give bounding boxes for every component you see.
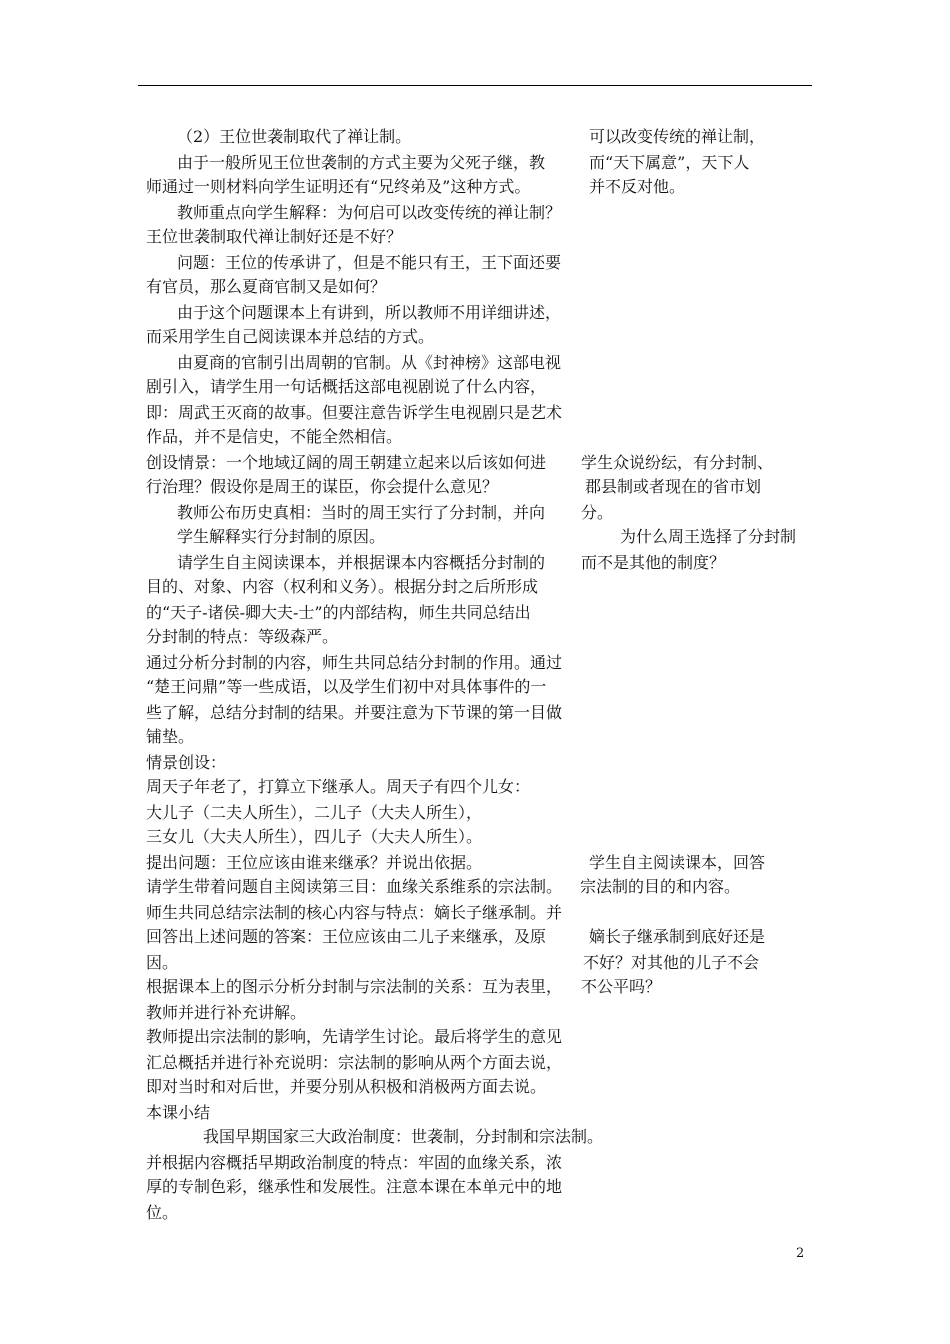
text-line: 由夏商的官制引出周朝的官制。从《封神榜》这部电视	[177, 353, 562, 372]
side-note-line: 宗法制的目的和内容。	[580, 877, 741, 896]
text-line: 行治理？假设你是周王的谋臣，你会提什么意见？	[146, 477, 499, 496]
text-line: 学生解释实行分封制的原因。	[177, 527, 386, 546]
text-line: 创设情景：一个地域辽阔的周王朝建立起来以后该如何进	[146, 453, 547, 472]
side-note-line: 郡县制或者现在的省市划	[585, 477, 762, 496]
side-note-line: 分。	[581, 503, 614, 522]
text-line: 教师重点向学生解释：为何启可以改变传统的禅让制？	[177, 203, 562, 222]
text-line: 并根据内容概括早期政治制度的特点：牢固的血缘关系，浓	[146, 1153, 563, 1172]
side-note-line: 而“天下属意”，天下人	[589, 153, 750, 172]
text-line: 师通过一则材料向学生证明还有“兄终弟及”这种方式。	[146, 177, 531, 196]
text-line: 师生共同总结宗法制的核心内容与特点：嫡长子继承制。并	[146, 903, 563, 922]
text-line: 教师并进行补充讲解。	[146, 1003, 307, 1022]
text-line: 问题：王位的传承讲了，但是不能只有王，王下面还要	[177, 253, 562, 272]
side-note-line: 不公平吗？	[581, 977, 662, 996]
text-line: 请学生自主阅读课本，并根据课本内容概括分封制的	[177, 553, 546, 572]
text-line: 即对当时和对后世，并要分别从积极和消极两方面去说。	[146, 1077, 547, 1096]
side-note-line: 而不是其他的制度？	[581, 553, 726, 572]
text-line: 提出问题：王位应该由谁来继承？并说出依据。	[146, 853, 483, 872]
text-line: 即：周武王灭商的故事。但要注意告诉学生电视剧只是艺术	[146, 403, 563, 422]
text-line: 由于这个问题课本上有讲到，所以教师不用详细讲述，	[177, 303, 562, 322]
text-line: 铺垫。	[146, 727, 195, 746]
side-note-line: 学生众说纷纭，有分封制、	[581, 453, 774, 472]
text-line: 请学生带着问题自主阅读第三目：血缘关系维系的宗法制。	[146, 877, 563, 896]
text-line: 大儿子（二夫人所生），二儿子（大夫人所生），	[146, 803, 483, 822]
side-note-line: 为什么周王选择了分封制	[620, 527, 797, 546]
text-line: 通过分析分封制的内容，师生共同总结分封制的作用。通过	[146, 653, 563, 672]
text-line: （2）王位世袭制取代了禅让制。	[177, 127, 412, 146]
text-line: 教师提出宗法制的影响，先请学生讨论。最后将学生的意见	[146, 1027, 563, 1046]
side-note-line: 并不反对他。	[589, 177, 686, 196]
text-line: 因。	[146, 953, 179, 972]
side-note-line: 可以改变传统的禅让制，	[589, 127, 766, 146]
text-line: 根据课本上的图示分析分封制与宗法制的关系：互为表里，	[146, 977, 563, 996]
text-line: 分封制的特点：等级森严。	[146, 627, 339, 646]
text-line: 些了解，总结分封制的结果。并要注意为下节课的第一目做	[146, 703, 563, 722]
text-line: 周天子年老了，打算立下继承人。周天子有四个儿女：	[146, 777, 531, 796]
page-number: 2	[796, 1246, 805, 1261]
side-note-line: 嫡长子继承制到底好还是	[589, 927, 766, 946]
text-line: 有官员，那么夏商官制又是如何？	[146, 277, 387, 296]
side-note-line: 学生自主阅读课本，回答	[589, 853, 766, 872]
text-line: 目的、对象、内容（权利和义务）。根据分封之后所形成	[146, 577, 539, 596]
text-line: 而采用学生自己阅读课本并总结的方式。	[146, 327, 435, 346]
section-heading: 本课小结	[146, 1103, 211, 1122]
text-line: 的“天子-诸侯-卿大夫-士”的内部结构，师生共同总结出	[146, 603, 531, 622]
text-line: 作品，并不是信史，不能全然相信。	[146, 427, 403, 446]
text-line: 情景创设：	[146, 753, 227, 772]
text-line: 我国早期国家三大政治制度：世袭制，分封制和宗法制。	[203, 1127, 604, 1146]
text-line: 汇总概括并进行补充说明：宗法制的影响从两个方面去说，	[146, 1053, 563, 1072]
text-line: 回答出上述问题的答案：王位应该由二儿子来继承，及原	[146, 927, 547, 946]
header-rule	[138, 85, 812, 86]
text-line: “楚王问鼎”等一些成语，以及学生们初中对具体事件的一	[146, 677, 547, 696]
text-line: 厚的专制色彩，继承性和发展性。注意本课在本单元中的地	[146, 1177, 563, 1196]
text-line: 王位世袭制取代禅让制好还是不好？	[146, 227, 403, 246]
side-note-line: 不好？对其他的儿子不会	[583, 953, 760, 972]
text-line: 由于一般所见王位世袭制的方式主要为父死子继，教	[177, 153, 546, 172]
text-line: 教师公布历史真相：当时的周王实行了分封制，并向	[177, 503, 546, 522]
text-line: 三女儿（大夫人所生），四儿子（大夫人所生）。	[146, 827, 483, 846]
text-line: 剧引入，请学生用一句话概括这部电视剧说了什么内容，	[146, 377, 547, 396]
text-line: 位。	[146, 1203, 179, 1222]
